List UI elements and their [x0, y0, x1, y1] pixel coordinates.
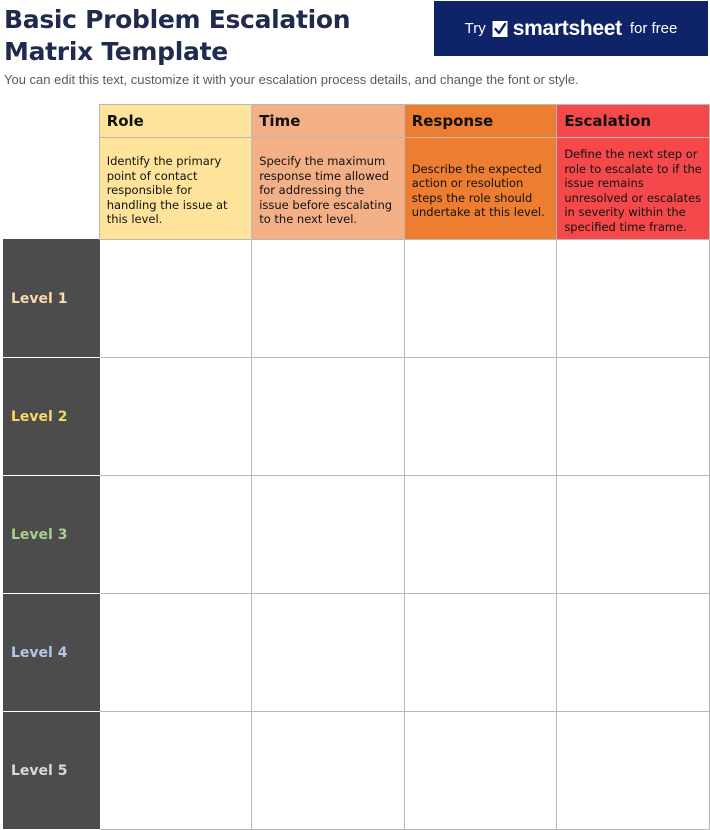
level-1-escalation-cell[interactable]	[557, 240, 710, 358]
level-1-response-cell[interactable]	[404, 240, 557, 358]
level-4-label: Level 4	[4, 594, 100, 712]
level-4-response-cell[interactable]	[404, 594, 557, 712]
level-2-label: Level 2	[4, 358, 100, 476]
level-5-role-cell[interactable]	[99, 712, 252, 830]
column-header-escalation[interactable]: Escalation	[557, 105, 710, 138]
description-escalation[interactable]: Define the next step or role to escalate to if the issue remains unresolved or escalates in severity within the specified time frame.	[557, 138, 710, 240]
level-5-label: Level 5	[4, 712, 100, 830]
level-3-time-cell[interactable]	[252, 476, 405, 594]
level-row-4	[4, 594, 710, 712]
corner-cell	[4, 105, 100, 240]
level-row-2	[4, 358, 710, 476]
level-2-role-cell[interactable]	[99, 358, 252, 476]
level-2-time-cell[interactable]	[252, 358, 405, 476]
level-row-1	[4, 240, 710, 358]
escalation-matrix	[3, 104, 710, 830]
level-1-role-cell[interactable]	[99, 240, 252, 358]
title-line-2: Matrix Template	[4, 37, 228, 66]
description-row	[4, 138, 710, 240]
level-3-role-cell[interactable]	[99, 476, 252, 594]
banner-free-text: for free	[629, 20, 678, 37]
column-header-role[interactable]: Role	[99, 105, 252, 138]
level-5-escalation-cell[interactable]	[557, 712, 710, 830]
level-2-response-cell[interactable]	[404, 358, 557, 476]
title-line-1: Basic Problem Escalation	[4, 5, 351, 34]
level-2-escalation-cell[interactable]	[557, 358, 710, 476]
description-response[interactable]: Describe the expected action or resolution steps the role should undertake at this level.	[404, 138, 557, 240]
level-row-5	[4, 712, 710, 830]
level-5-time-cell[interactable]	[252, 712, 405, 830]
level-5-response-cell[interactable]	[404, 712, 557, 830]
level-4-escalation-cell[interactable]	[557, 594, 710, 712]
level-1-label: Level 1	[4, 240, 100, 358]
smartsheet-banner[interactable]	[434, 1, 708, 56]
description-time[interactable]: Specify the maximum response time allowed for addressing the issue before escalating to the next level.	[252, 138, 405, 240]
level-3-escalation-cell[interactable]	[557, 476, 710, 594]
level-3-label: Level 3	[4, 476, 100, 594]
checkmark-icon	[492, 20, 508, 38]
level-1-time-cell[interactable]	[252, 240, 405, 358]
header-row	[4, 105, 710, 138]
column-header-time[interactable]: Time	[252, 105, 405, 138]
page-title	[4, 4, 350, 68]
level-4-time-cell[interactable]	[252, 594, 405, 712]
page-subtitle: You can edit this text, customize it with your escalation process details, and change the font or style.	[4, 72, 579, 87]
column-header-response[interactable]: Response	[404, 105, 557, 138]
level-4-role-cell[interactable]	[99, 594, 252, 712]
level-row-3	[4, 476, 710, 594]
level-3-response-cell[interactable]	[404, 476, 557, 594]
banner-try-text: Try	[464, 20, 486, 37]
banner-brand: smartsheet	[512, 16, 622, 40]
description-role[interactable]: Identify the primary point of contact responsible for handling the issue at this level.	[99, 138, 252, 240]
